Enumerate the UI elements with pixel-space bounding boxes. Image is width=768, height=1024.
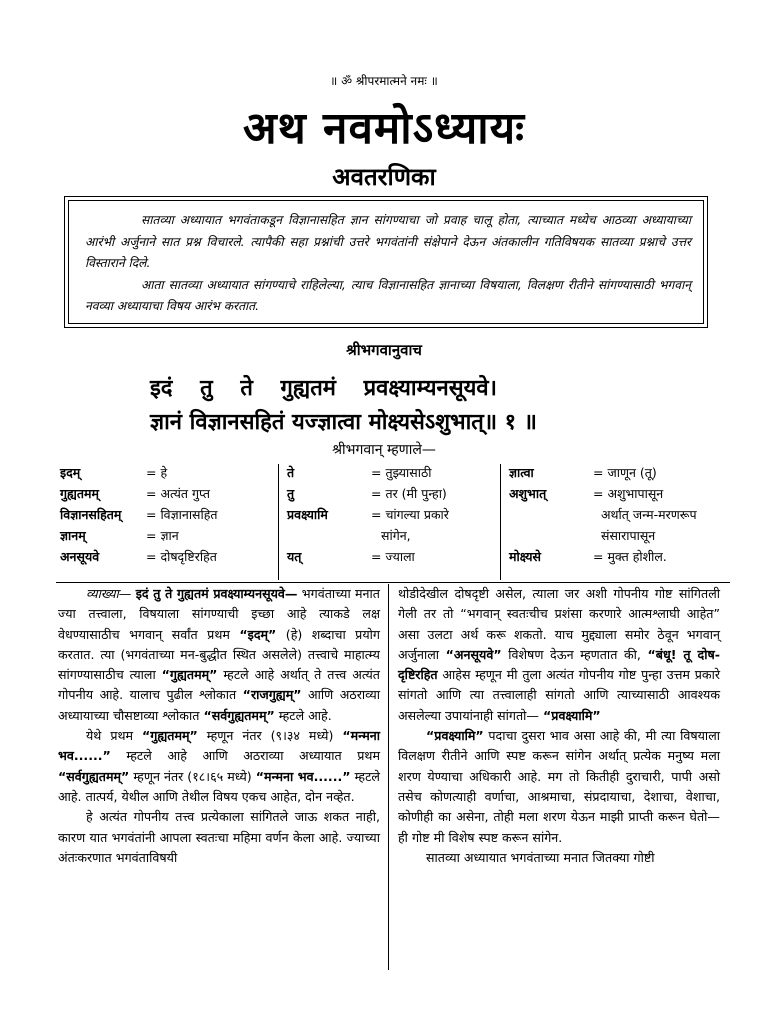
commentary-left-column: [58, 584, 380, 868]
word-meaning: = विज्ञानासहित: [146, 507, 218, 522]
word-meaning: = तर (मी पुन्हा): [371, 486, 447, 501]
word-row: [279, 527, 501, 548]
commentary-text: आहेस म्हणून मी तुला अत्यंत गोपनीय गोष्ट पुन्हा उत्तम प्रकारे सांगतो आणि त्या तत्त्वालाही सांगतो आणि त्याच्यासाठी आवश्यक असलेल्या उपायांनाही सांगतो—: [398, 667, 720, 723]
word-row: [56, 506, 278, 527]
word-term: इदम्: [60, 465, 81, 480]
verse-line-2: ज्ञानं विज्ञानसहितं यज्ज्ञात्वा मोक्ष्यसेऽशुभात्॥ १ ॥: [150, 410, 537, 435]
intro-text: [68, 200, 704, 324]
commentary-label: व्याख्या—: [86, 586, 132, 601]
sanskrit-term: “गुह्यतमम्”: [161, 667, 218, 683]
word-meaning: = जाणून (तू): [593, 465, 657, 480]
word-row: [56, 464, 278, 485]
intro-paragraph-1: सातव्या अध्यायात भगवंताकडून विज्ञानासहित ज्ञान सांगण्याचा जो प्रवाह चालू होता, त्याच्यात मध्येच आठव्या अध्यायाच्या आरंभी अर्जुनाने सात प्रश्न विचारले. त्यापैकी सहा प्रश्नांची उत्तरे भगवंतांनी संक्षेपाने देऊन अंतकालीन गतिविषयक सातव्या प्रश्नाचे उत्तर विस्ताराने दिले.: [85, 213, 691, 270]
word-term: मोक्ष्यसे: [509, 549, 541, 564]
commentary-paragraph: [58, 584, 380, 726]
commentary-paragraph: [398, 584, 720, 726]
commentary-text: म्हटले आहे आणि अठराव्या अध्यायात प्रथम: [126, 748, 380, 764]
word-term: तु: [287, 486, 295, 501]
word-meaning: = दोषदृष्टिरहित: [146, 549, 217, 564]
intro-box: [64, 196, 708, 328]
verse-line-1: इदं तु ते गुह्यतमं प्रवक्ष्याम्यनसूयवे।: [150, 376, 497, 401]
word-term: अनसूयवे: [60, 549, 100, 564]
word-meaning-table: [56, 464, 730, 583]
commentary-text: विशेषण देऊन म्हणतात की,: [508, 646, 641, 662]
commentary-text: म्हटले आहे.: [278, 707, 332, 723]
commentary-text: (हे) शब्दाचा प्रयोग करतात. त्या (भगवंताच्या मन-बुद्धीत स्थित असलेले) तत्त्वाचे माहात्म्य सांगण्यासाठीच त्याला: [58, 626, 380, 683]
verse-speaker: श्रीभगवानुवाच: [346, 341, 422, 359]
word-term: ज्ञानम्: [60, 528, 86, 543]
word-meaning: = अशुभापासून: [593, 486, 664, 501]
intro-paragraph-2: आता सातव्या अध्यायात सांगण्याचे राहिलेल्या, त्याच विज्ञानासहित ज्ञानाच्या विषयाला, विलक्षण रीतीने सांगण्यासाठी भगवान् नवव्या अध्यायाचा विषय आरंभ करतात.: [85, 277, 691, 313]
sanskrit-term: “मन्मना भव......”: [255, 768, 351, 784]
chapter-subtitle: अवतरणिका: [332, 163, 436, 191]
word-meaning: अर्थात् जन्म-मरणरूप: [601, 507, 697, 522]
commentary-text: म्हटले आहे अर्थात् ते तत्त्व अत्यंत गोपनीय आहे. यालाच पुढील श्लोकात: [58, 667, 380, 703]
word-meaning: = चांगल्या प्रकारे: [371, 507, 449, 522]
word-row: [501, 485, 731, 506]
word-meaning: = तुझ्यासाठी: [371, 465, 432, 480]
word-meaning: संसारापासून: [601, 528, 656, 543]
word-term: ते: [287, 465, 295, 480]
commentary-verse-heading: इदं तु ते गुह्यतमं प्रवक्ष्याम्यनसूयवे—: [135, 586, 298, 601]
word-row: [56, 548, 278, 569]
word-row: [501, 548, 731, 569]
word-term: प्रवक्ष्यामि: [287, 507, 328, 522]
commentary-text: आणि अठराव्या अध्यायाच्या चौसष्टाव्या श्लोकात: [58, 687, 380, 723]
commentary-paragraph: [398, 726, 720, 848]
word-row: [501, 464, 731, 485]
word-term: गुह्यतमम्: [60, 486, 99, 501]
word-column-2: [278, 464, 501, 580]
word-meaning: = मुक्त होशील.: [593, 549, 667, 564]
sanskrit-term: “राजगुह्यम्”: [242, 687, 302, 703]
invocation-line: ॥ ॐ श्रीपरमात्मने नमः ॥: [330, 74, 438, 88]
sanskrit-term: “प्रवक्ष्यामि”: [426, 728, 484, 744]
word-row: [501, 506, 731, 527]
word-meaning: = हे: [146, 465, 168, 480]
commentary-paragraph: हे अत्यंत गोपनीय तत्त्व प्रत्येकाला सांगितले जाऊ शकत नाही, कारण यात भगवंतांनी आपला स्वतःचा महिमा वर्णन केला आहे. ज्याच्या अंतःकरणात भगवंताविषयी: [58, 809, 380, 865]
word-term: ज्ञात्वा: [509, 465, 534, 480]
commentary-text: म्हणून नंतर (१८।६५ मध्ये): [133, 768, 252, 784]
sanskrit-term: “सर्वगुह्यतमम्”: [203, 707, 275, 723]
commentary-text: पदाचा दुसरा भाव असा आहे की, मी त्या विषयाला विलक्षण रीतीने आणि स्पष्ट करून सांगेन अर्थात् प्रत्येक मनुष्य मला शरण येण्याचा अधिकारी आहे. मग तो कितीही दुराचारी, पापी असो तसेच कोणत्याही वर्णाचा, आश्रमाचा, संप्रदायाचा, देशाचा, वेशाचा, कोणीही का असेना, तोही मला शरण येऊन माझी प्राप्ती करून घेतो— ही गोष्ट मी विशेष स्पष्ट करून सांगेन.: [398, 728, 720, 845]
commentary-text: भगवंताच्या मनात ज्या तत्त्वाला, विषयाला सांगण्याची इच्छा आहे त्याकडे लक्ष वेधण्यासाठीच भगवान् सर्वांत प्रथम: [58, 586, 380, 642]
commentary-text: म्हणून नंतर (९।३४ मध्ये): [206, 728, 334, 744]
sanskrit-term: “प्रवक्ष्यामि”: [543, 707, 601, 723]
commentary-paragraph: [58, 726, 380, 807]
column-divider: [388, 584, 389, 970]
chapter-title: अथ नवमोऽध्यायः: [242, 103, 526, 154]
word-row: [56, 527, 278, 548]
word-column-1: [56, 464, 278, 569]
word-meaning: = अत्यंत गुप्त: [146, 486, 210, 501]
word-column-3: [500, 464, 731, 580]
commentary-text: थोडीदेखील दोषदृष्टी असेल, त्याला जर अशी गोपनीय गोष्ट सांगितली गेली तर तो “भगवान् स्वतःचीच प्रशंसा करणारे आत्मश्लाघी आहेत” असा उलटा अर्थ करू शकतो. याच मुद्द्याला समोर ठेवून भगवान् अर्जुनाला: [398, 586, 720, 662]
word-meaning: = ज्याला: [371, 549, 415, 564]
word-row: [279, 548, 501, 569]
word-term: विज्ञानसहितम्: [60, 507, 122, 522]
word-row: [56, 485, 278, 506]
sanskrit-term: “इदम्”: [239, 626, 277, 642]
word-row: [279, 506, 501, 527]
sanskrit-term: “सर्वगुह्यतमम्”: [58, 768, 130, 784]
sanskrit-term: “गुह्यतमम्”: [142, 728, 198, 744]
word-row: [279, 485, 501, 506]
commentary-paragraph: सातव्या अध्यायात भगवंताच्या मनात जितक्या गोष्टी: [426, 849, 655, 865]
sanskrit-term: “अनसूयवे”: [445, 646, 502, 662]
sanskrit-term: “मन्मना भव......”: [58, 728, 380, 764]
word-meaning: सांगेन,: [381, 528, 411, 543]
translation-speaker: श्रीभगवान् म्हणाले—: [332, 442, 436, 458]
commentary-text: म्हटले आहे. तात्पर्य, येथील आणि तेथील विषय एकच आहेत, दोन नव्हेत.: [58, 768, 380, 804]
word-term: अशुभात्: [509, 486, 547, 501]
word-row: [501, 527, 731, 548]
word-meaning: = ज्ञान: [146, 528, 179, 543]
commentary-text: येथे प्रथम: [86, 728, 134, 744]
commentary-right-column: [398, 584, 720, 868]
word-term: यत्: [287, 549, 302, 564]
quoted-speech: “बंधू! तू दोष-दृष्टिरहित: [398, 646, 720, 683]
word-row: [279, 464, 501, 485]
